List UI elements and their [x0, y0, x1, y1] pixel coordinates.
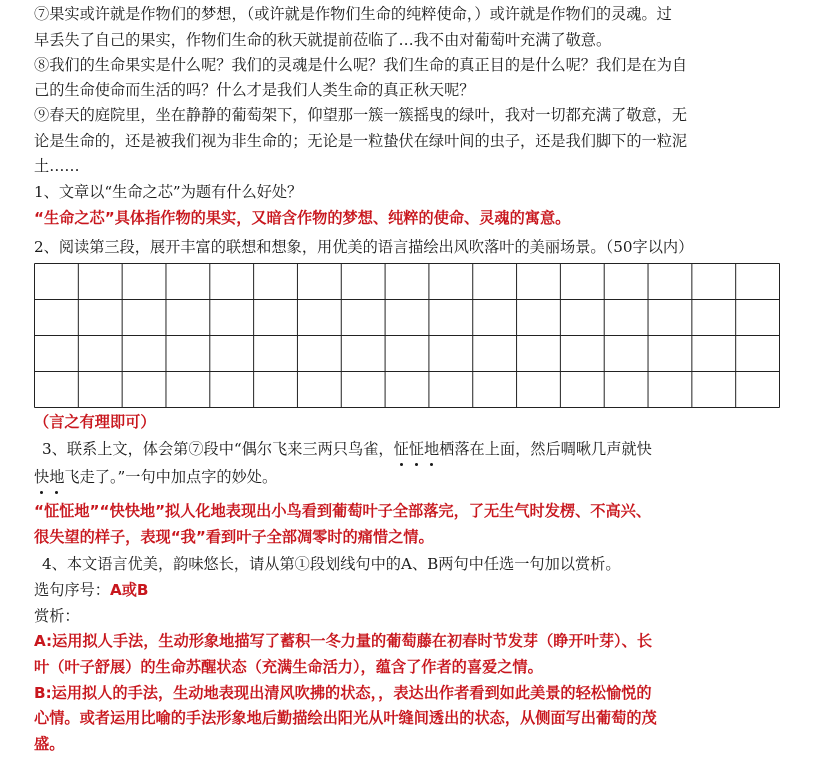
dotted-phrase-1 [394, 440, 440, 458]
question-2: 2、阅读第三段，展开丰富的联想和想象，用优美的语言描绘出风吹落叶的美丽场景。（50字以内） [34, 238, 694, 256]
emphasis-char: 地 [423, 440, 440, 458]
passage-line: 论是生命的，还是被我们视为非生命的；无论是一粒蛰伏在绿叶间的虫子，还是我们脚下的一粒泥 [34, 132, 688, 150]
passage-line: ⑦果实或许就是作物们的梦想，（或许就是作物们生命的纯粹使命，）或许就是作物们的灵魂。过 [34, 5, 672, 23]
question-4: 4、本文语言优美，韵味悠长，请从第①段划线句中的A、B两句中任选一句加以赏析。 [42, 555, 621, 573]
answer-a-line-1: A:运用拟人手法，生动形象地描写了蓄积一冬力量的葡萄藤在初春时节发芽（睁开叶芽）、长 [34, 632, 653, 650]
question-1: 1、文章以“生命之芯”为题有什么好处？ [34, 183, 303, 201]
writing-grid [34, 263, 780, 409]
emphasis-char: 快 [34, 468, 50, 486]
answer-3-line-1: “怔怔地”“快快地”拟人化地表现出小鸟看到葡萄叶子全部落完，了无生气时发楞、不高兴、 [34, 502, 652, 520]
question-3-text: 3、联系上文，体会第⑦段中“偶尔飞来三两只鸟雀， [42, 440, 394, 458]
answer-b-line-2: 心情。或者运用比喻的手法形象地后勤描绘出阳光从叶缝间透出的状态，从侧面写出葡萄的茂 [34, 709, 657, 727]
passage-line: 早丢失了自己的果实，作物们生命的秋天就提前莅临了…我不由对葡萄叶充满了敬意。 [34, 31, 612, 49]
question-3-text: 飞走了。”一句中加点字的妙处。 [64, 468, 278, 486]
answer-b-line-3: 盛。 [34, 735, 65, 753]
emphasis-char: 怔 [393, 440, 409, 458]
emphasis-char: 地 [49, 468, 65, 486]
question-3-line-2 [34, 466, 277, 488]
answer-1: “生命之芯”具体指作物的果实，又暗含作物的梦想、纯粹的使命、灵魂的寓意。 [34, 209, 571, 227]
choice-value: A或B [109, 581, 149, 599]
choice-row [34, 579, 148, 601]
dotted-phrase-2 [34, 468, 64, 486]
choice-label: 选句序号： [34, 581, 110, 599]
answer-2-note: （言之有理即可） [34, 413, 156, 431]
passage-line: 土…… [34, 157, 80, 175]
answer-b-line-1: B:运用拟人的手法，生动地表现出清风吹拂的状态，，表达出作者看到如此美景的轻松愉悦的 [34, 684, 652, 702]
emphasis-char: 怔 [408, 440, 424, 458]
answer-a-line-2: 叶（叶子舒展）的生命苏醒状态（充满生命活力），蕴含了作者的喜爱之情。 [34, 658, 543, 676]
passage-line: ⑧我们的生命果实是什么呢？我们的灵魂是什么呢？我们生命的真正目的是什么呢？我们是在为自 [34, 56, 688, 74]
appreciation-label: 赏析： [34, 607, 80, 625]
passage-line: 己的生命使命而生活的吗？什么才是我们人类生命的真正秋天呢？ [34, 81, 475, 99]
passage-line: ⑨春天的庭院里，坐在静静的葡萄架下，仰望那一簇一簇摇曳的绿叶，我对一切都充满了敬意，无 [34, 106, 688, 124]
answer-3-line-2: 很失望的样子，表现“我”看到叶子全部凋零时的痛惜之情。 [34, 528, 434, 546]
question-3-text: 栖落在上面，然后啁啾几声就快 [439, 440, 652, 458]
question-3-line-1 [42, 438, 652, 460]
